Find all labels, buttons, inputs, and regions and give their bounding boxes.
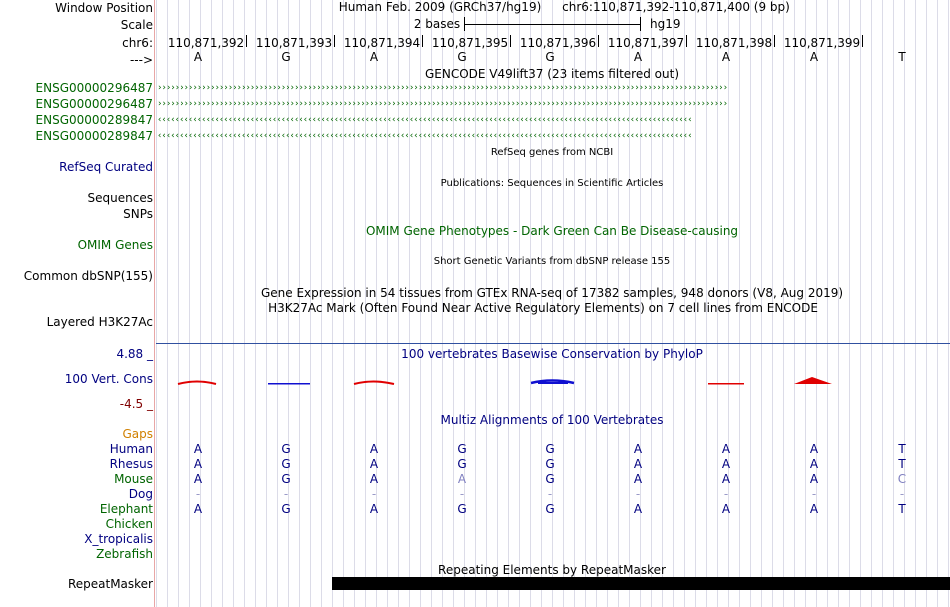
alignment-base: G — [545, 472, 555, 486]
position-tick: 110,871,394 — [343, 36, 421, 50]
species-label-human[interactable]: Human — [109, 442, 153, 456]
gene-label-2[interactable]: ENSG00000296487 — [35, 97, 153, 111]
alignment-gap: - — [283, 487, 289, 501]
multiz-track-title[interactable]: Multiz Alignments of 100 Vertebrates — [440, 413, 664, 427]
base-letter: A — [369, 50, 379, 64]
alignment-base: A — [193, 457, 203, 471]
position-tick: 110,871,393 — [255, 36, 333, 50]
base-letter: A — [809, 50, 819, 64]
base-letter: A — [721, 50, 731, 64]
omim-track-title[interactable]: OMIM Gene Phenotypes - Dark Green Can Be Disease-causing — [365, 224, 739, 238]
alignment-base: A — [721, 502, 731, 516]
alignment-base: A — [369, 442, 379, 456]
species-label-chicken[interactable]: Chicken — [105, 517, 153, 531]
gene-feature-forward[interactable]: ››››››››››››››››››››››››››››››››››››››››››››››››››››››››››››››››››››››››››››››››››››››››››››››››››››››››››››››››››››››››››››››››› — [157, 99, 727, 109]
alignment-base: A — [633, 457, 643, 471]
ruler-tick — [686, 35, 687, 47]
alignment-base: A — [633, 442, 643, 456]
species-label-zebrafish[interactable]: Zebrafish — [96, 547, 153, 561]
ruler-tick — [334, 35, 335, 47]
alignment-base: G — [281, 472, 291, 486]
alignment-base: G — [545, 442, 555, 456]
gene-feature-reverse[interactable]: ‹‹‹‹‹‹‹‹‹‹‹‹‹‹‹‹‹‹‹‹‹‹‹‹‹‹‹‹‹‹‹‹‹‹‹‹‹‹‹‹‹‹‹‹‹‹‹‹‹‹‹‹‹‹‹‹‹‹‹‹‹‹‹‹‹‹‹‹‹‹‹‹‹‹‹‹‹‹‹‹‹‹‹‹‹‹‹‹‹‹‹‹‹‹‹‹‹‹‹‹‹‹‹‹‹‹‹‹‹‹‹‹‹‹‹‹‹‹‹‹‹ — [157, 115, 692, 125]
ruler-tick — [246, 35, 247, 47]
snps-label[interactable]: SNPs — [123, 207, 153, 221]
gene-label-1[interactable]: ENSG00000296487 — [35, 81, 153, 95]
repeat-element-bar[interactable] — [332, 577, 950, 590]
conservation-label[interactable]: 100 Vert. Cons — [64, 372, 153, 386]
position-tick: 110,871,395 — [431, 36, 509, 50]
base-letter: G — [281, 50, 291, 64]
window-position-label: Window Position — [55, 1, 153, 15]
ruler-tick — [862, 35, 863, 47]
publications-track-title[interactable]: Publications: Sequences in Scientific Articles — [440, 178, 664, 189]
conservation-top-line — [156, 343, 950, 344]
alignment-base: A — [809, 457, 819, 471]
h3k27ac-track-title[interactable]: H3K27Ac Mark (Often Found Near Active Regulatory Elements) on 7 cell lines from ENCODE — [268, 301, 818, 315]
h3k27ac-label[interactable]: Layered H3K27Ac — [46, 315, 153, 329]
scale-bar-right-tick — [640, 17, 641, 31]
scale-db-text: hg19 — [650, 17, 681, 31]
phylop-track-title[interactable]: 100 vertebrates Basewise Conservation by PhyloP — [401, 347, 703, 361]
alignment-base: A — [721, 472, 731, 486]
chrom-label: chr6: — [122, 36, 153, 50]
conservation-min-label: -4.5 _ — [119, 397, 153, 411]
base-letter: T — [898, 50, 906, 64]
alignment-gap: - — [459, 487, 465, 501]
alignment-base: T — [898, 442, 906, 456]
position-tick: 110,871,397 — [607, 36, 685, 50]
scale-text: 2 bases — [413, 17, 461, 31]
omim-label[interactable]: OMIM Genes — [77, 238, 153, 252]
dbsnp-track-title[interactable]: Short Genetic Variants from dbSNP release 155 — [433, 256, 671, 267]
alignment-base: A — [633, 502, 643, 516]
conservation-max-label: 4.88 _ — [116, 347, 153, 361]
ruler-tick — [598, 35, 599, 47]
alignment-gap: - — [811, 487, 817, 501]
sequences-label[interactable]: Sequences — [87, 191, 153, 205]
alignment-base: G — [457, 442, 467, 456]
conservation-wiggle[interactable] — [156, 372, 950, 392]
gene-label-4[interactable]: ENSG00000289847 — [35, 129, 153, 143]
refseq-label[interactable]: RefSeq Curated — [59, 160, 153, 174]
label-divider — [154, 0, 155, 607]
gtex-track-title[interactable]: Gene Expression in 54 tissues from GTEx RNA-seq of 17382 samples, 948 donors (V8, Aug 2019) — [260, 286, 844, 300]
gencode-track-title[interactable]: GENCODE V49lift37 (23 items filtered out) — [424, 67, 680, 81]
alignment-base: T — [898, 457, 906, 471]
species-label-x-tropicalis[interactable]: X_tropicalis — [84, 532, 153, 546]
alignment-base: A — [193, 442, 203, 456]
gene-feature-reverse[interactable]: ‹‹‹‹‹‹‹‹‹‹‹‹‹‹‹‹‹‹‹‹‹‹‹‹‹‹‹‹‹‹‹‹‹‹‹‹‹‹‹‹‹‹‹‹‹‹‹‹‹‹‹‹‹‹‹‹‹‹‹‹‹‹‹‹‹‹‹‹‹‹‹‹‹‹‹‹‹‹‹‹‹‹‹‹‹‹‹‹‹‹‹‹‹‹‹‹‹‹‹‹‹‹‹‹‹‹‹‹‹‹‹‹‹‹‹‹‹‹‹‹‹ — [157, 131, 692, 141]
alignment-gap: - — [723, 487, 729, 501]
alignment-base-mismatch: A — [457, 472, 467, 486]
refseq-track-title[interactable]: RefSeq genes from NCBI — [490, 147, 614, 158]
alignment-gap: - — [371, 487, 377, 501]
ruler-tick — [422, 35, 423, 47]
repeatmasker-track-title[interactable]: Repeating Elements by RepeatMasker — [438, 563, 666, 577]
base-letter: A — [633, 50, 643, 64]
alignment-base: G — [545, 502, 555, 516]
alignment-base: T — [898, 502, 906, 516]
ruler-tick — [774, 35, 775, 47]
species-label-dog[interactable]: Dog — [128, 487, 153, 501]
gaps-label[interactable]: Gaps — [122, 427, 153, 441]
species-label-elephant[interactable]: Elephant — [99, 502, 153, 516]
alignment-base: A — [633, 472, 643, 486]
alignment-base: G — [457, 457, 467, 471]
position-tick: 110,871,396 — [519, 36, 597, 50]
gene-feature-forward[interactable]: ››››››››››››››››››››››››››››››››››››››››››››››››››››››››››››››››››››››››››››››››››››››››››››››››››››››››››››››››››››››››››››››››› — [157, 83, 727, 93]
alignment-base: A — [193, 472, 203, 486]
dbsnp-label[interactable]: Common dbSNP(155) — [23, 269, 153, 283]
alignment-base: G — [457, 502, 467, 516]
repeatmasker-label[interactable]: RepeatMasker — [67, 577, 153, 591]
assembly-text: Human Feb. 2009 (GRCh37/hg19) — [338, 0, 542, 14]
alignment-base: G — [281, 457, 291, 471]
alignment-base: A — [369, 502, 379, 516]
alignment-base: G — [281, 502, 291, 516]
alignment-base: G — [281, 442, 291, 456]
species-label-rhesus[interactable]: Rhesus — [109, 457, 153, 471]
base-letter: G — [457, 50, 467, 64]
position-tick: 110,871,392 — [167, 36, 245, 50]
alignment-gap: - — [899, 487, 905, 501]
alignment-base: A — [721, 442, 731, 456]
strand-label[interactable]: ---> — [129, 53, 153, 67]
scale-label: Scale — [120, 18, 153, 32]
gene-label-3[interactable]: ENSG00000289847 — [35, 113, 153, 127]
position-text: chr6:110,871,392-110,871,400 (9 bp) — [562, 0, 790, 14]
base-letter: A — [193, 50, 203, 64]
alignment-base: A — [721, 457, 731, 471]
alignment-base: A — [369, 457, 379, 471]
alignment-base: A — [193, 502, 203, 516]
alignment-gap: - — [195, 487, 201, 501]
alignment-base: A — [809, 442, 819, 456]
alignment-base: A — [809, 472, 819, 486]
alignment-base: A — [369, 472, 379, 486]
species-label-mouse[interactable]: Mouse — [114, 472, 153, 486]
alignment-base: G — [545, 457, 555, 471]
position-tick: 110,871,398 — [695, 36, 773, 50]
scale-bar — [464, 24, 640, 25]
alignment-gap: - — [547, 487, 553, 501]
alignment-base-mismatch: C — [897, 472, 907, 486]
position-tick: 110,871,399 — [783, 36, 861, 50]
alignment-gap: - — [635, 487, 641, 501]
ruler-tick — [510, 35, 511, 47]
alignment-base: A — [809, 502, 819, 516]
base-letter: G — [545, 50, 555, 64]
